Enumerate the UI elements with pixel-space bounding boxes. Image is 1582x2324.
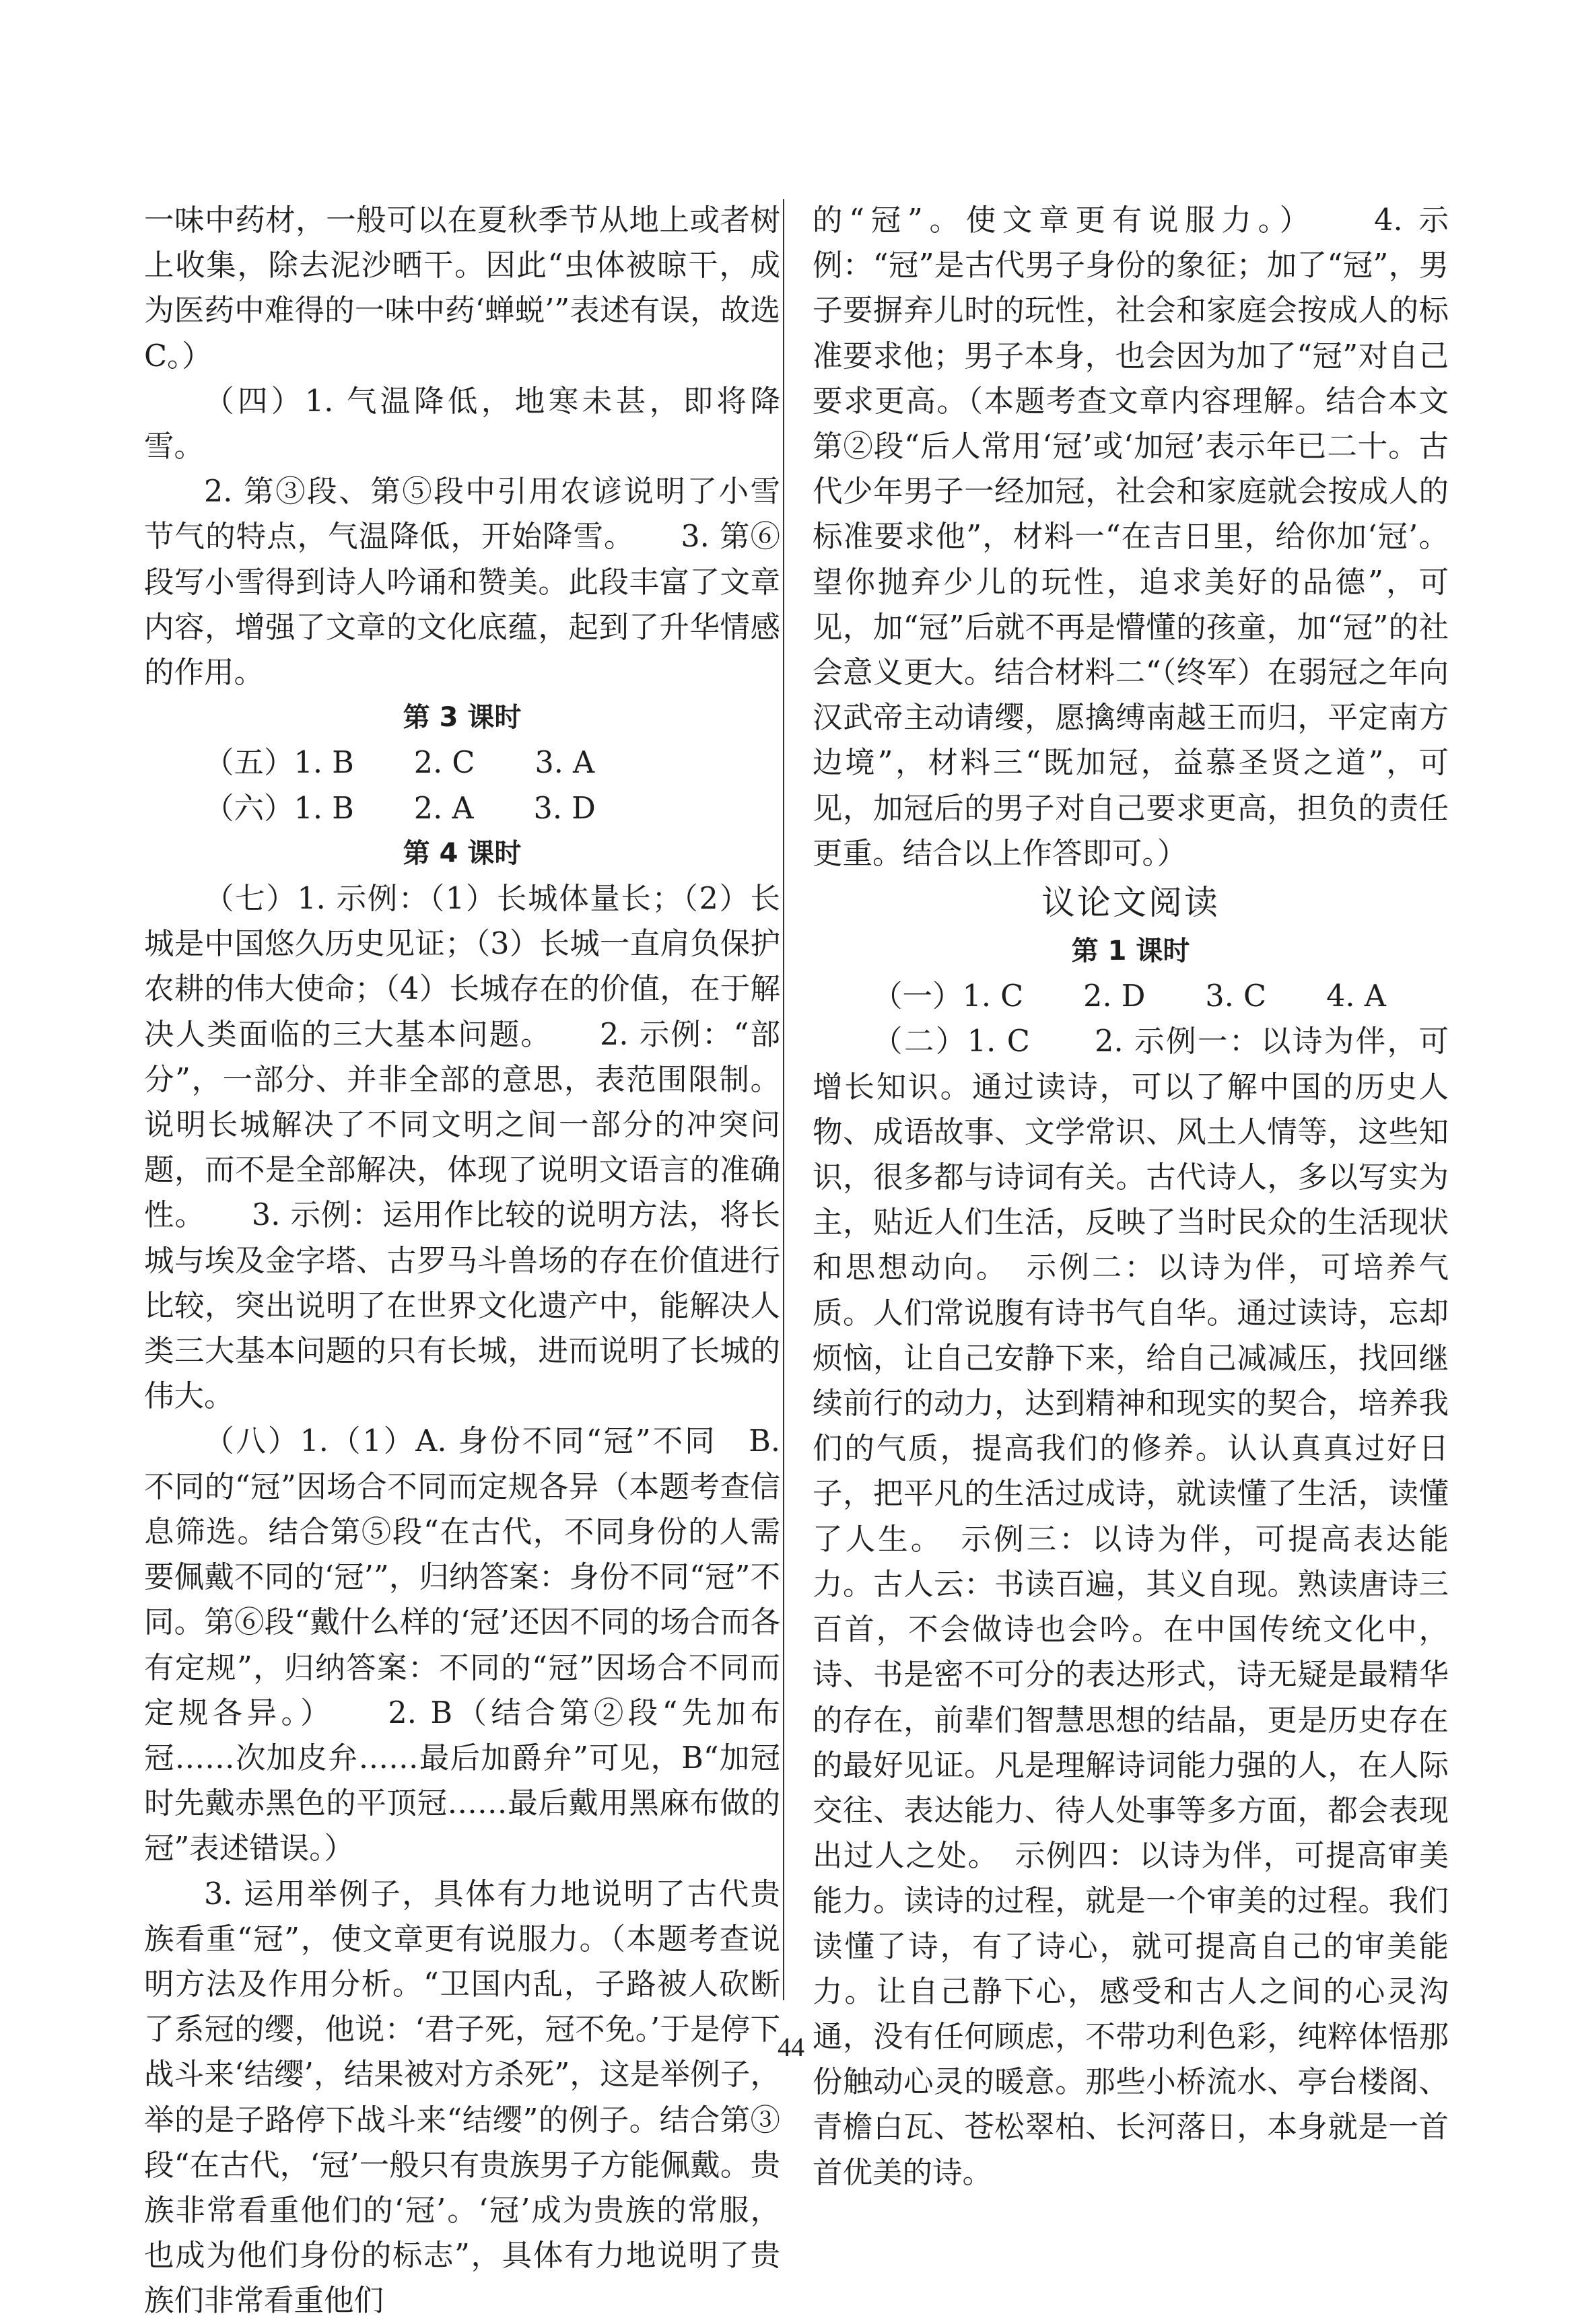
paragraph-continued-answer: 的“冠”。使文章更有说服力。） 4. 示例：“冠”是古代男子身份的象征；加了“冠”，男子要摒弃儿时的玩性，社会和家庭会按成人的标准要求他；男子本身，也会因为加了“冠”对自己要求更高。（本题考查文章内容理解。结合本文第②段“后人常用‘冠’或‘加冠’表示年已二十。古代少年男子一经加冠，社会和家庭就会按成人的标准要求他”，材料一“在吉日里，给你加‘冠’。望你抛弃少儿的玩性，追求美好的品德”，可见，加“冠”后就不再是懵懂的孩童，加“冠”的社会意义更大。结合材料二“（终军）在弱冠之年向汉武帝主动请缨，愿擒缚南越王而归，平定南方边境”，材料三“既加冠，益慕圣贤之道”，可见，加冠后的男子对自己要求更高，担负的责任更重。结合以上作答即可。）: [813, 203, 1449, 871]
answer-section-1: （一）1. C 2. D 3. C 4. A: [872, 979, 1386, 1014]
right-column: [813, 198, 1449, 2195]
answer-section-4-continued: 2. 第③段、第⑤段中引用农谚说明了小雪节气的特点，气温降低，开始降雪。 3. 第⑥段写小雪得到诗人吟诵和赞美。此段丰富了文章内容，增强了文章的文化底蕴，起到了升华情感的作用。: [144, 474, 780, 691]
column-divider: [783, 199, 784, 2000]
section-title-argumentative-reading: 议论文阅读: [1041, 883, 1220, 923]
lesson-4-heading: 第 4 课时: [403, 837, 522, 869]
paragraph-continued-answer: 一味中药材，一般可以在夏秋季节从地上或者树上收集，除去泥沙晒干。因此“虫体被晾干，成为医药中难得的一味中药‘蝉蜕’”表述有误，故选C。）: [144, 203, 780, 374]
answer-section-7: （七）1. 示例：（1）长城体量长；（2）长城是中国悠久历史见证；（3）长城一直肩负保护农耕的伟大使命；（4）长城存在的价值，在于解决人类面临的三大基本问题。 2. 示例：“部分”，一部分、并非全部的意思，表范围限制。说明长城解决了不同文明之间一部分的冲突问题，而不是全部解决，体现了说明文语言的准确性。 3. 示例：运用作比较的说明方法，将长城与埃及金字塔、古罗马斗兽场的存在价值进行比较，突出说明了在世界文化遗产中，能解决人类三大基本问题的只有长城，进而说明了长城的伟大。: [144, 882, 780, 1414]
left-column: [144, 198, 780, 2324]
answer-section-8-item-3: 3. 运用举例子，具体有力地说明了古代贵族看重“冠”，使文章更有说服力。（本题考查说明方法及作用分析。“卫国内乱，子路被人砍断了系冠的缨，他说：‘君子死，冠不免。’于是停下战斗来‘结缨’，结果被对方杀死”，这是举例子，举的是子路停下战斗来“结缨”的例子。结合第③段“在古代，‘冠’一般只有贵族男子方能佩戴。贵族非常看重他们的‘冠’。‘冠’成为贵族的常服，也成为他们身份的标志”，具体有力地说明了贵族们非常看重他们: [144, 1876, 780, 2319]
lesson-1-heading: 第 1 课时: [1071, 936, 1190, 967]
answer-section-8: （八）1.（1）A. 身份不同“冠”不同 B. 不同的“冠”因场合不同而定规各异（本题考查信息筛选。结合第⑤段“在古代，不同身份的人需要佩戴不同的‘冠’”，归纳答案：身份不同“冠”不同。第⑥段“戴什么样的‘冠’还因不同的场合而各有定规”，归纳答案：不同的“冠”因场合不同而定规各异。） 2. B（结合第②段“先加布冠……次加皮弁……最后加爵弁”可见，B“加冠时先戴赤黑色的平顶冠……最后戴用黑麻布做的冠”表述错误。）: [144, 1424, 780, 1866]
lesson-3-heading: 第 3 课时: [403, 702, 522, 734]
answer-section-6: （六）1. B 2. A 3. D: [204, 791, 596, 826]
answer-section-5: （五）1. B 2. C 3. A: [204, 746, 595, 781]
answer-section-2: （二）1. C 2. 示例一：以诗为伴，可增长知识。通过读诗，可以了解中国的历史人物、成语故事、文学常识、风土人情等，这些知识，很多都与诗词有关。古代诗人，多以写实为主，贴近人们生活，反映了当时民众的生活现状和思想动向。 示例二：以诗为伴，可培养气质。人们常说腹有诗书气自华。通过读诗，忘却烦恼，让自己安静下来，给自己减减压，找回继续前行的动力，达到精神和现实的契合，培养我们的气质，提高我们的修养。认认真真过好日子，把平凡的生活过成诗，就读懂了生活，读懂了人生。 示例三：以诗为伴，可提高表达能力。古人云：书读百遍，其义自现。熟读唐诗三百首，不会做诗也会吟。在中国传统文化中，诗、书是密不可分的表达形式，诗无疑是最精华的存在，前辈们智慧思想的结晶，更是历史存在的最好见证。凡是理解诗词能力强的人，在人际交往、表达能力、待人处事等多方面，都会表现出过人之处。 示例四：以诗为伴，可提高审美能力。读诗的过程，就是一个审美的过程。我们读懂了诗，有了诗心，就可提高自己的审美能力。让自己静下心，感受和古人之间的心灵沟通，没有任何顾虑，不带功利色彩，纯粹体悟那份触动心灵的暖意。那些小桥流水、亭台楼阁、青檐白瓦、苍松翠柏、长河落日，本身就是一首首优美的诗。: [813, 1024, 1449, 2190]
answer-section-4: （四）1. 气温降低，地寒未甚，即将降雪。: [144, 384, 780, 464]
page-number: 44: [778, 2032, 804, 2062]
